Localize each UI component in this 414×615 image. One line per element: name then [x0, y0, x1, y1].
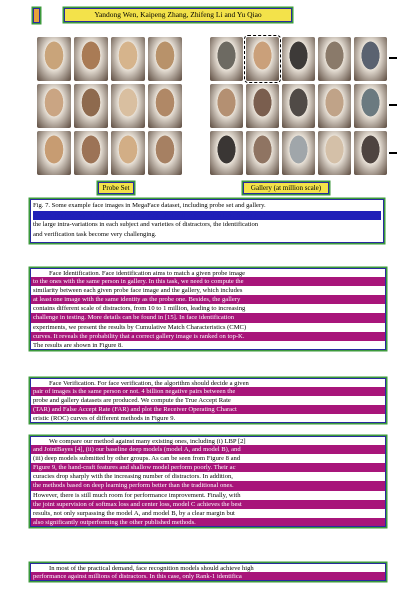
- gallery-face-image: [318, 131, 351, 175]
- paragraph-line: The results are shown in Figure 8.: [30, 341, 386, 350]
- paragraph-line: contains different scale of distractors, from 10 to 1 million, leading to increasing: [30, 304, 386, 313]
- gallery-face-image: [354, 131, 387, 175]
- paragraph-line: We compare our method against many existing ones, including (i) LBP [2]: [30, 436, 386, 445]
- gallery-face-image: [246, 84, 279, 128]
- paragraph-line: at least one image with the same identity as the probe one. Besides, the gallery: [30, 295, 386, 304]
- figure-caption: [30, 199, 384, 243]
- probe-face-image: [37, 84, 71, 128]
- paragraph-line: pair of images is the same person or not. 4 billion negative pairs between the: [30, 387, 386, 396]
- paragraph-line: to the ones with the same person in gallery. In this task, we need to compute the: [30, 277, 386, 286]
- paragraph-line: results, not only surpassing the model A, and model B, by a clear margin but: [30, 509, 386, 518]
- paragraph-line: Face Identification. Face identification aims to match a given probe image: [30, 268, 386, 277]
- paragraph-line: also significantly outperforming the other published methods.: [30, 518, 386, 527]
- paragraph-line: the joint supervision of softmax loss and center loss, model C achieves the best: [30, 500, 386, 509]
- gallery-face-image: [282, 84, 315, 128]
- paragraph-line: curves. It reveals the probability that a correct gallery image is ranked on top-K.: [30, 332, 386, 341]
- probe-face-image: [111, 84, 145, 128]
- paragraph-line: similarity between each given probe face image and the gallery, which includes: [30, 286, 386, 295]
- probe-face-image: [111, 37, 145, 81]
- paragraph-line: experiments, we present the results by Cumulative Match Characteristics (CMC): [30, 323, 386, 332]
- caption-line: The gallery consists of at least one correct image and millions of distractors. Because of: [33, 211, 381, 221]
- match-dash-marker: [389, 152, 397, 154]
- gallery-face-image: [354, 84, 387, 128]
- paragraph-line: probe and gallery datasets are produced. We compute the True Accept Rate: [30, 396, 386, 405]
- gallery-face-image: [210, 37, 243, 81]
- caption-line: Fig. 7. Some example face images in MegaFace dataset, including probe set and gallery.: [33, 202, 266, 209]
- gallery-face-image: [282, 37, 315, 81]
- verification-paragraph: [30, 378, 386, 423]
- probe-face-image: [74, 131, 108, 175]
- gallery-face-image: [354, 37, 387, 81]
- probe-face-image: [37, 37, 71, 81]
- practical-paragraph: [30, 563, 386, 581]
- caption-line: the large intra-variations in each subject and varieties of distractors, the identification: [33, 221, 259, 229]
- paragraph-line: In most of the practical demand, face recognition models should achieve high: [30, 563, 386, 572]
- probe-set-grid: [37, 37, 182, 175]
- probe-face-image: [74, 84, 108, 128]
- paragraph-line: eristic (ROC) curves of different methods in Figure 9.: [30, 414, 386, 423]
- match-dash-marker: [389, 57, 397, 59]
- gallery-face-image: [318, 84, 351, 128]
- gallery-label: Gallery (at million scale): [243, 182, 329, 194]
- paragraph-line: Figure 9, the hand-craft features and shallow model perform poorly. Their ac: [30, 463, 386, 472]
- paragraph-line: (iii) deep models submitted by other groups. As can be seen from Figure 8 and: [30, 454, 386, 463]
- gallery-face-image: [246, 131, 279, 175]
- gallery-face-image: [282, 131, 315, 175]
- gallery-grid: [210, 37, 387, 175]
- caption-line: and verification task become very challenging.: [33, 230, 157, 238]
- paragraph-line: the methods based on deep learning perform better than the traditional ones.: [30, 481, 386, 490]
- page-number: [33, 8, 40, 23]
- match-dash-marker: [389, 104, 397, 106]
- gallery-face-image: [210, 131, 243, 175]
- paragraph-line: challenge in testing. More details can be found in [15]. In face identification: [30, 313, 386, 322]
- paragraph-line: and JointBayes [4], (ii) our baseline deep models (model A, and model B), and: [30, 445, 386, 454]
- probe-face-image: [111, 131, 145, 175]
- paragraph-line: However, there is still much room for performance improvement. Finally, with: [30, 491, 386, 500]
- probe-set-label: Probe Set: [98, 182, 134, 194]
- authors-header: Yandong Wen, Kaipeng Zhang, Zhifeng Li and Yu Qiao: [64, 8, 292, 22]
- gallery-face-image: [246, 37, 279, 81]
- probe-face-image: [148, 131, 182, 175]
- paragraph-line: performance against millions of distractors. In this case, only Rank-1 identifica: [30, 572, 386, 581]
- probe-face-image: [148, 37, 182, 81]
- gallery-face-image: [318, 37, 351, 81]
- gallery-face-image: [210, 84, 243, 128]
- probe-face-image: [37, 131, 71, 175]
- paragraph-line: Face Verification. For face verification, the algorithm should decide a given: [30, 378, 386, 387]
- comparison-paragraph: [30, 436, 386, 527]
- probe-face-image: [74, 37, 108, 81]
- paragraph-line: curacies drop sharply with the increasing number of distractors. In addition,: [30, 472, 386, 481]
- identification-paragraph: [30, 268, 386, 350]
- probe-face-image: [148, 84, 182, 128]
- paragraph-line: (TAR) and False Accept Rate (FAR) and plot the Receiver Operating Charact: [30, 405, 386, 414]
